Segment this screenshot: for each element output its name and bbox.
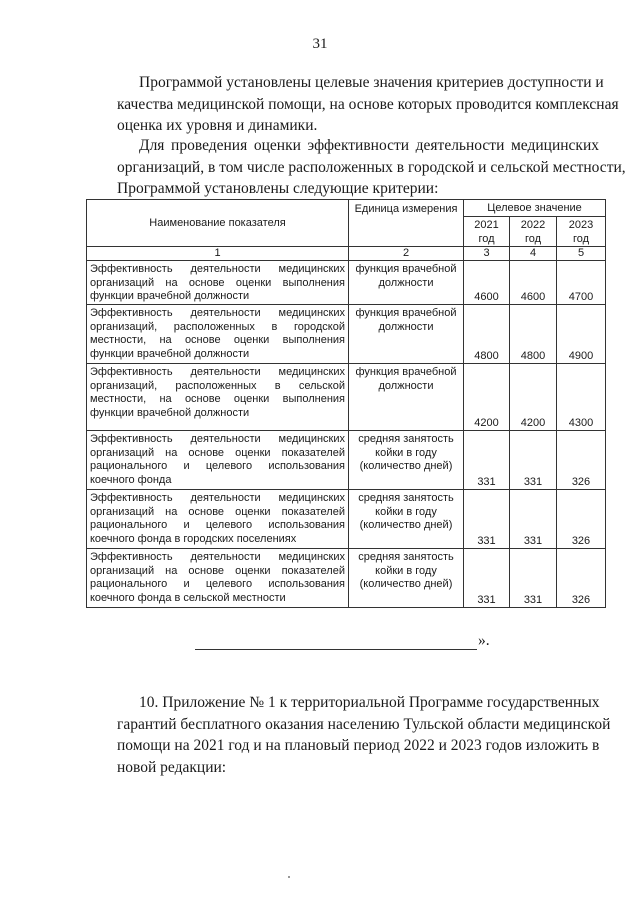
page-number: 31	[312, 36, 328, 52]
indicator-name: Эффективность деятельности медицинских организаций, расположенных в сельской местности, на основе оценки выполнения функции врачебной должности	[87, 364, 349, 431]
criteria-intro-paragraph	[117, 135, 626, 200]
indicator-name: Эффективность деятельности медицинских организаций, расположенных в городской местности, на основе оценки выполнения функции врачебной должности	[87, 305, 349, 364]
intro-line: оценка их уровня и динамики.	[117, 117, 318, 134]
value-2021: 331	[464, 549, 510, 608]
value-2022: 331	[510, 431, 557, 490]
value-2023: 4900	[557, 305, 606, 364]
column-number: 2	[349, 247, 464, 261]
indicator-unit: средняя занятость койки в году (количество дней)	[349, 431, 464, 490]
value-2023: 4300	[557, 364, 606, 431]
item-10-line: 10. Приложение № 1 к территориальной Программе государственных	[139, 694, 600, 711]
header-year-2022: 2022 год	[510, 217, 557, 247]
table-row	[87, 431, 606, 490]
intro-line: качества медицинской помощи, на основе которых проводится комплексная	[117, 95, 619, 113]
indicator-name: Эффективность деятельности медицинских организаций на основе оценки показателей рационального и целевого использования коечного фонда в городских поселениях	[87, 490, 349, 549]
item-10-line: гарантий бесплатного оказания населению Тульской области медицинской	[117, 715, 611, 733]
column-number: 1	[87, 247, 349, 261]
table-row	[87, 549, 606, 608]
indicator-unit: функция врачебной должности	[349, 364, 464, 431]
indicator-unit: функция врачебной должности	[349, 305, 464, 364]
value-2023: 4700	[557, 261, 606, 305]
header-target-value: Целевое значение	[464, 200, 606, 217]
item-10-line: помощи на 2021 год и на плановый период 2022 и 2023 годов изложить в	[117, 737, 600, 754]
intro-paragraph	[117, 72, 619, 137]
value-2023: 326	[557, 490, 606, 549]
value-2023: 326	[557, 431, 606, 490]
value-2022: 4600	[510, 261, 557, 305]
column-number: 4	[510, 247, 557, 261]
table-row	[87, 305, 606, 364]
table-row	[87, 490, 606, 549]
value-2021: 4800	[464, 305, 510, 364]
indicator-unit: функция врачебной должности	[349, 261, 464, 305]
criteria-intro-line: Программой установлены следующие критерии:	[117, 180, 439, 197]
indicator-name: Эффективность деятельности медицинских организаций на основе оценки показателей рационального и целевого использования коечного фонда в сельской местности	[87, 549, 349, 608]
table-row	[87, 364, 606, 431]
criteria-table	[86, 199, 606, 608]
header-year-2023: 2023 год	[557, 217, 606, 247]
value-2021: 4600	[464, 261, 510, 305]
value-2022: 4800	[510, 305, 557, 364]
column-number: 5	[557, 247, 606, 261]
indicator-unit: средняя занятость койки в году (количество дней)	[349, 490, 464, 549]
value-2022: 4200	[510, 364, 557, 431]
criteria-intro-line: организаций, в том числе расположенных в городской и сельской местности,	[117, 158, 626, 176]
table-row	[87, 261, 606, 305]
scan-speck	[288, 876, 290, 878]
intro-line: Программой установлены целевые значения критериев доступности и	[139, 74, 604, 91]
indicator-unit: средняя занятость койки в году (количество дней)	[349, 549, 464, 608]
value-2021: 331	[464, 431, 510, 490]
indicator-name: Эффективность деятельности медицинских организаций на основе оценки выполнения функции врачебной должности	[87, 261, 349, 305]
value-2022: 331	[510, 490, 557, 549]
closing-quote-mark: ».	[478, 632, 490, 649]
header-unit: Единица измерения	[349, 200, 464, 247]
column-number: 3	[464, 247, 510, 261]
header-year-2021: 2021 год	[464, 217, 510, 247]
value-2021: 331	[464, 490, 510, 549]
value-2022: 331	[510, 549, 557, 608]
indicator-name: Эффективность деятельности медицинских организаций на основе оценки показателей рационального и целевого использования коечного фонда	[87, 431, 349, 490]
value-2023: 326	[557, 549, 606, 608]
item-10-paragraph	[117, 692, 611, 778]
criteria-intro-line: Для проведения оценки эффективности деятельности медицинских	[139, 137, 599, 154]
closing-underline	[195, 635, 477, 650]
item-10-line: новой редакции:	[117, 758, 227, 776]
header-indicator-name: Наименование показателя	[87, 200, 349, 247]
value-2021: 4200	[464, 364, 510, 431]
